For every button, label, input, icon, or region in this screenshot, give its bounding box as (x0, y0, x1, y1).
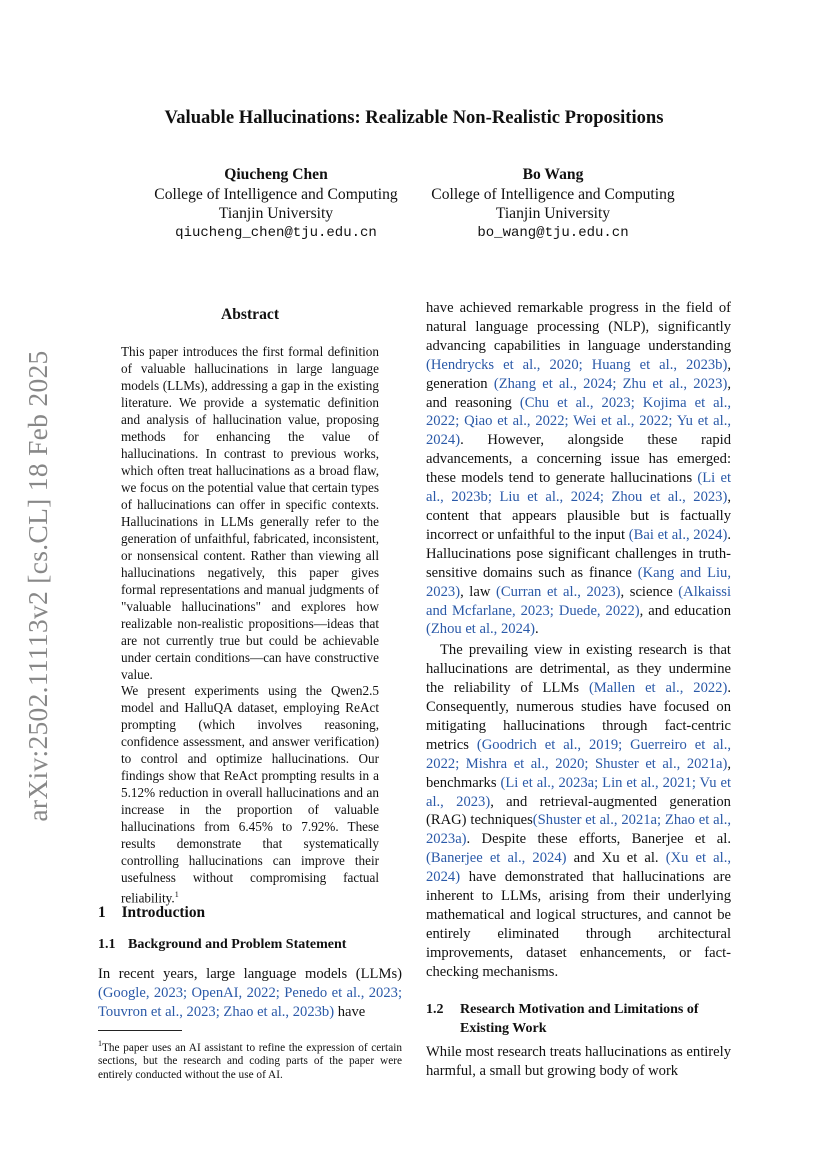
citation-link[interactable]: (Alkaissi and Mcfarlane, 2023; Duede, 2022) (426, 583, 731, 619)
citation-link[interactable]: (Zhang et al., 2024; Zhu et al., 2023) (493, 375, 728, 392)
intro-paragraph-right (426, 299, 731, 982)
author-block-2 (417, 165, 689, 243)
intro-paragraph-2: The prevailing view in existing research is that hallucinations are detrimental, as they undermine the reliability of LLMs (Mallen et al., 2022). Consequently, numerous studies have focused on mitigating hallucinations through fact-centric metrics (Goodrich et al., 2019; Guerreiro et al., 2022; Mishra et al., 2020; Shuster et al., 2021a), benchmarks (Li et al., 2023a; Lin et al., 2021; Vu et al., 2023), and retrieval-augmented generation (RAG) techniques(Shuster et al., 2021a; Zhao et al., 2023a). Despite these efforts, Banerjee et al. (Banerjee et al., 2024) and Xu et al. (Xu et al., 2024) have demonstrated that hallucinations are inherent to LLMs, arising from their underlying mathematical and logical structures, and cannot be entirely eliminated through architectural improvements, dataset enhancements, or fact-checking mechanisms. (426, 642, 731, 980)
subsection-heading-background (98, 937, 346, 953)
intro-paragraph-left (98, 965, 402, 1022)
section-title: Introduction (121, 904, 206, 921)
motivation-text: While most research treats hallucinations as entirely harmful, a small but growing body of work (426, 1044, 731, 1079)
footnote-text: The paper uses an AI assistant to refine the expression of certain sections, but the research and coding parts of the paper were entirely conducted without the use of AI. (98, 1041, 402, 1081)
citation-link[interactable]: (Li et al., 2023a; Lin et al., 2021; Vu et al., 2023) (426, 774, 731, 810)
author-name: Bo Wang (522, 166, 584, 183)
citation-link[interactable]: (Shuster et al., 2021a; Zhao et al., 2023a) (426, 812, 731, 848)
footnote-divider (98, 1030, 182, 1031)
abstract-paragraph-1 (121, 343, 379, 683)
intro-paragraph-1-continued: have achieved remarkable progress in the field of natural language processing (NLP), significantly advancing capabilities in language understanding (Hendrycks et al., 2020; Huang et al., 2023b), generation (Zhang et al., 2024; Zhu et al., 2023), and reasoning (Chu et al., 2023; Kojima et al., 2022; Qiao et al., 2022; Wei et al., 2022; Yu et al., 2024). However, alongside these rapid advancements, a concerning issue has emerged: these models tend to generate hallucinations (Li et al., 2023b; Liu et al., 2024; Zhou et al., 2023), content that appears plausible but is factually incorrect or unfaithful to the input (Bai et al., 2024). Hallucinations pose significant challenges in truth-sensitive domains such as finance (Kang and Liu, 2023), law (Curran et al., 2023), science (Alkaissi and Mcfarlane, 2023; Duede, 2022), and education (Zhou et al., 2024). (426, 300, 732, 638)
arxiv-identifier-text: arXiv:2502.11113v2 [cs.CL] 18 Feb 2025 (22, 350, 53, 822)
author-institution: Tianjin University (218, 205, 334, 222)
citation-link[interactable]: (Bai et al., 2024) (628, 526, 728, 543)
author-email: bo_wang@tju.edu.cn (477, 224, 629, 241)
abstract-heading: Abstract (220, 306, 280, 323)
citation-link[interactable]: (Mallen et al., 2022) (588, 680, 728, 697)
footnote (98, 1037, 402, 1082)
citation-link[interactable]: (Xu et al., 2024) (426, 850, 731, 886)
subsection-number: 1.1 (98, 937, 116, 952)
citation-link[interactable]: (Goodrich et al., 2019; Guerreiro et al., 2022; Mishra et al., 2020; Shuster et al., 2021a) (426, 736, 731, 772)
author-affiliation: College of Intelligence and Computing (431, 185, 675, 203)
author-affiliation: College of Intelligence and Computing (154, 185, 398, 203)
footnote-marker: 1 (174, 890, 179, 899)
motivation-paragraph (426, 1043, 731, 1081)
citation-link[interactable]: (Curran et al., 2023) (495, 583, 621, 600)
citation-link[interactable]: (Zhou et al., 2024) (426, 621, 536, 638)
subsection-number: 1.2 (426, 1002, 444, 1017)
citation-link[interactable]: (Hendrycks et al., 2020; Huang et al., 2023b) (426, 356, 728, 373)
abstract-text: This paper introduces the first formal definition of valuable hallucinations in large language models (LLMs), addressing a gap in the existing literature. We provide a systematic definition and analysis of hallucination value, proposing methods for enhancing the value of hallucinations. In contrast to previous works, which often treat hallucinations as a broad flaw, we focus on the potential value that certain types of hallucinations can offer in specific contexts. Hallucinations in LLMs generally refer to the generation of unfaithful, fabricated, inconsistent, or nonsensical content. Rather than viewing all hallucinations negatively, this paper gives formal representations and manual judgments of "valuable hallucinations" and explores how realizable non-realistic propositions—ideas that are not currently true but could be achievable under certain conditions—can have constructive value. (121, 344, 379, 682)
author-name: Qiucheng Chen (224, 166, 328, 183)
citation-link[interactable]: (Google, 2023; OpenAI, 2022; Penedo et al., 2023; Touvron et al., 2023; Zhao et al., 2023b) (98, 984, 402, 1020)
footnote-number: 1 (98, 1039, 102, 1048)
abstract-text: We present experiments using the Qwen2.5 model and HalluQA dataset, employing ReAct prompting (which involves reasoning, confidence assessment, and answer verification) to control and optimize hallucinations. Our findings show that ReAct prompting results in a 5.12% reduction in overall hallucinations and an increase in the proportion of valuable hallucinations from 6.45% to 7.92%. These results demonstrate that systematically controlling hallucinations can improve their usefulness without compromising factual reliability. (121, 683, 379, 906)
paper-title: Valuable Hallucinations: Realizable Non-Realistic Propositions (164, 107, 664, 128)
author-block-1 (140, 165, 412, 243)
subsection-heading-motivation (426, 1000, 731, 1038)
citation-link[interactable]: (Li et al., 2023b; Liu et al., 2024; Zhou et al., 2023) (426, 470, 731, 506)
citation-link[interactable]: (Kang and Liu, 2023) (426, 564, 731, 600)
author-institution: Tianjin University (495, 205, 611, 222)
section-number: 1 (98, 904, 106, 921)
subsection-title: Background and Problem Statement (128, 937, 347, 952)
subsection-title: Research Motivation and Limitations of Existing Work (460, 1002, 699, 1036)
section-heading-introduction (98, 904, 205, 922)
citation-link[interactable]: (Banerjee et al., 2024) (426, 850, 567, 867)
intro-text-start: In recent years, large language models (LLMs) (Google, 2023; OpenAI, 2022; Penedo et al., 2023; Touvron et al., 2023; Zhao et al., 2023b) have (98, 966, 402, 1020)
author-email: qiucheng_chen@tju.edu.cn (175, 224, 377, 241)
abstract-paragraph-2 (121, 682, 379, 906)
citation-link[interactable]: (Chu et al., 2023; Kojima et al., 2022; Qiao et al., 2022; Wei et al., 2022; Yu et al., 2024) (426, 394, 731, 449)
